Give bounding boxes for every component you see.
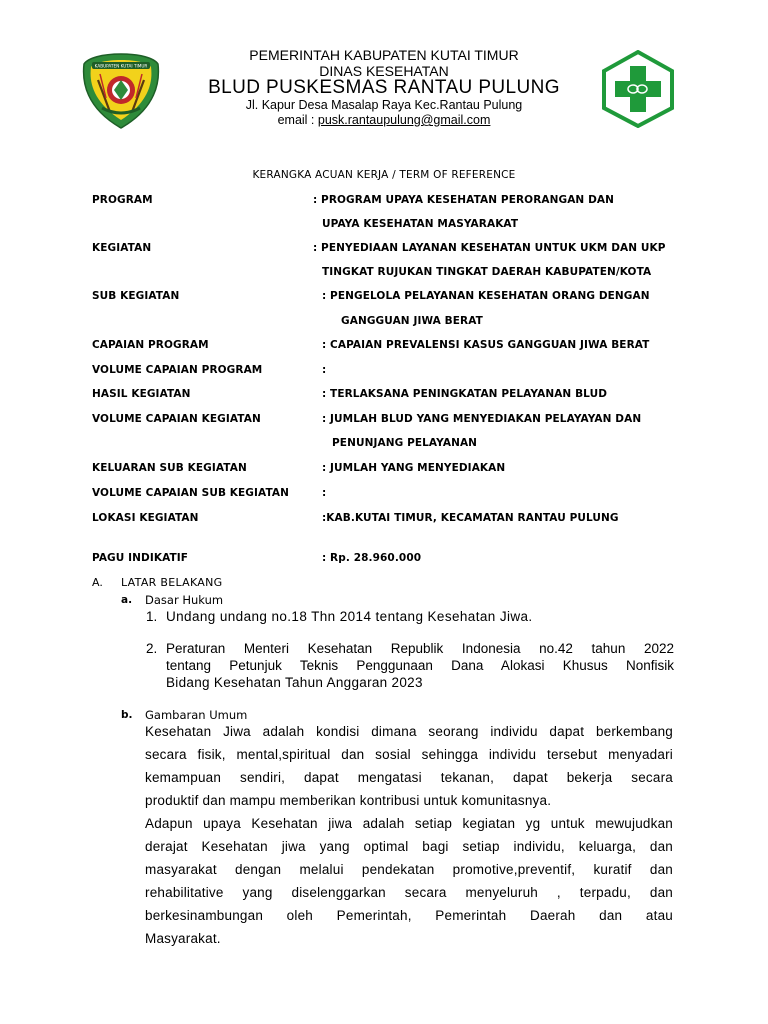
section-a-title: LATAR BELAKANG <box>121 576 223 589</box>
para-1-line-4: produktif dan mampu memberikan kontribusi untuk komunitasnya. <box>145 793 552 808</box>
para-1-line-1: Kesehatan Jiwa adalah kondisi dimana seorang individu dapat berkembang <box>145 724 673 739</box>
field-value-capaian-program: : CAPAIAN PREVALENSI KASUS GANGGUAN JIWA BERAT <box>322 339 650 351</box>
letterhead-organization: BLUD PUSKESMAS RANTAU PULUNG <box>208 77 560 98</box>
field-label-sub-kegiatan: SUB KEGIATAN <box>92 290 180 302</box>
field-label-capaian-program: CAPAIAN PROGRAM <box>92 339 209 351</box>
document-title: KERANGKA ACUAN KERJA / TERM OF REFERENCE <box>252 169 516 181</box>
field-label-lokasi-kegiatan: LOKASI KEGIATAN <box>92 512 199 524</box>
legal-item-1-num: 1. <box>146 609 158 624</box>
field-value-program-cont: UPAYA KESEHATAN MASYARAKAT <box>322 218 519 230</box>
para-1-line-2: secara fisik, mental,spiritual dan sosial sehingga individu tersebut menyadari <box>145 747 673 762</box>
para-2-line-6: Masyarakat. <box>145 931 221 946</box>
field-label-program: PROGRAM <box>92 194 153 206</box>
field-value-lokasi-kegiatan: :KAB.KUTAI TIMUR, KECAMATAN RANTAU PULUNG <box>322 512 619 524</box>
letterhead-government: PEMERINTAH KABUPATEN KUTAI TIMUR <box>249 47 519 63</box>
field-value-kegiatan-cont: TINGKAT RUJUKAN TINGKAT DAERAH KABUPATEN/KOTA <box>322 266 652 278</box>
field-value-sub-kegiatan: : PENGELOLA PELAYANAN KESEHATAN ORANG DENGAN <box>322 290 650 302</box>
field-label-volume-capaian-program: VOLUME CAPAIAN PROGRAM <box>92 364 263 376</box>
email-link[interactable]: pusk.rantaupulung@gmail.com <box>317 113 491 127</box>
sub-b-title: Gambaran Umum <box>145 708 248 722</box>
field-value-program: : PROGRAM UPAYA KESEHATAN PERORANGAN DAN <box>313 194 615 206</box>
letterhead-department: DINAS KESEHATAN <box>319 63 449 79</box>
sub-a-title: Dasar Hukum <box>145 593 224 607</box>
field-label-volume-capaian-sub-kegiatan: VOLUME CAPAIAN SUB KEGIATAN <box>92 487 290 499</box>
field-value-volume-capaian-kegiatan: : JUMLAH BLUD YANG MENYEDIAKAN PELAYAYAN DAN <box>322 413 642 425</box>
sub-b-marker: b. <box>121 709 133 721</box>
legal-item-1-text: Undang undang no.18 Thn 2014 tentang Kesehatan Jiwa. <box>166 609 533 624</box>
legal-item-2-line-3: Bidang Kesehatan Tahun Anggaran 2023 <box>166 675 423 690</box>
kutai-timur-emblem-logo <box>80 52 162 130</box>
letterhead-email-line <box>180 114 588 127</box>
field-value-volume-capaian-sub-kegiatan: : <box>322 487 327 499</box>
para-2-line-3: masyarakat dengan melalui pendekatan promotive,preventif, kuratif dan <box>145 862 673 877</box>
legal-item-2-line-2: tentang Petunjuk Teknis Penggunaan Dana Alokasi Khusus Nonfisik <box>166 658 674 673</box>
para-2-line-5: berkesinambungan oleh Pemerintah, Pemerintah Daerah dan atau <box>145 908 673 923</box>
para-1-line-3: kemampuan sendiri, dapat mengatasi tekanan, dapat bekerja secara <box>145 770 673 785</box>
email-prefix: email : <box>277 113 318 127</box>
field-label-volume-capaian-kegiatan: VOLUME CAPAIAN KEGIATAN <box>92 413 261 425</box>
para-2-line-4: rehabilitative yang diselenggarkan secara menyeluruh , terpadu, dan <box>145 885 673 900</box>
field-value-volume-capaian-kegiatan-cont: PENUNJANG PELAYANAN <box>332 437 478 449</box>
legal-item-2-num: 2. <box>146 641 158 656</box>
field-label-kegiatan: KEGIATAN <box>92 242 152 254</box>
section-a-marker: A. <box>92 576 103 589</box>
field-value-pagu-indikatif: : Rp. 28.960.000 <box>322 552 422 564</box>
field-label-pagu-indikatif: PAGU INDIKATIF <box>92 552 189 564</box>
field-label-hasil-kegiatan: HASIL KEGIATAN <box>92 388 191 400</box>
field-label-keluaran-sub-kegiatan: KELUARAN SUB KEGIATAN <box>92 462 247 474</box>
field-value-keluaran-sub-kegiatan: : JUMLAH YANG MENYEDIAKAN <box>322 462 506 474</box>
legal-item-2-line-1: Peraturan Menteri Kesehatan Republik Indonesia no.42 tahun 2022 <box>166 641 674 656</box>
para-2-line-2: derajat Kesehatan jiwa yang optimal bagi setiap individu, keluarga, dan <box>145 839 673 854</box>
letterhead-address: Jl. Kapur Desa Masalap Raya Kec.Rantau Pulung <box>245 98 523 112</box>
puskesmas-cross-logo <box>600 50 676 128</box>
field-value-volume-capaian-program: : <box>322 364 327 376</box>
para-2-line-1: Adapun upaya Kesehatan jiwa adalah setiap kegiatan yg untuk mewujudkan <box>145 816 673 831</box>
field-value-kegiatan: : PENYEDIAAN LAYANAN KESEHATAN UNTUK UKM DAN UKP <box>313 242 666 254</box>
field-value-hasil-kegiatan: : TERLAKSANA PENINGKATAN PELAYANAN BLUD <box>322 388 608 400</box>
svg-text:KABUPATEN KUTAI TIMUR: KABUPATEN KUTAI TIMUR <box>94 63 148 69</box>
field-value-sub-kegiatan-cont: GANGGUAN JIWA BERAT <box>341 315 483 327</box>
sub-a-marker: a. <box>121 594 133 606</box>
